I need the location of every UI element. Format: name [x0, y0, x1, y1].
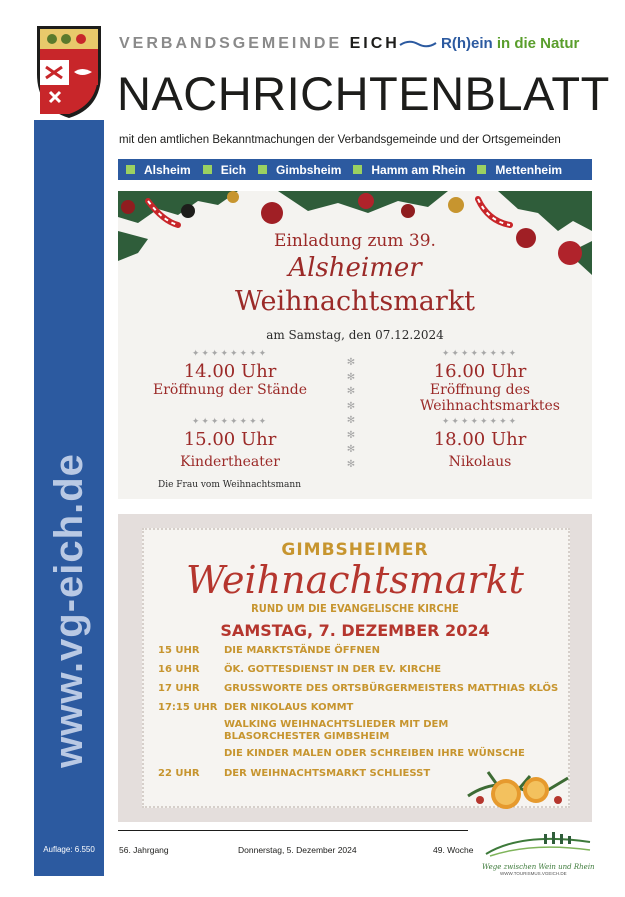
schedule-row [158, 702, 353, 713]
nav-item-gimbsheim[interactable] [258, 163, 341, 177]
schedule-text: DER NIKOLAUS KOMMT [224, 702, 354, 713]
logo-url: WWW.TOURISMUS.VGEICH.DE [500, 871, 567, 876]
gimbsheim-event-title: Weihnachtsmarkt [186, 558, 524, 602]
schedule-time: 17:15 UHR [158, 702, 218, 713]
gimbsheim-location: RUND UM DIE EVANGELISCHE KIRCHE [251, 602, 459, 615]
slogan-rest: in die Natur [496, 35, 580, 52]
jahrgang: 56. Jahrgang [119, 845, 169, 855]
gimbsheim-poster [118, 514, 592, 822]
gimbsheim-date: SAMSTAG, 7. DEZEMBER 2024 [220, 621, 490, 640]
schedule-row [158, 683, 558, 694]
slogan [441, 35, 579, 52]
square-bullet-icon [477, 165, 486, 174]
alsheim-event-1 [130, 349, 330, 398]
event-time: 14.00 Uhr [183, 361, 277, 382]
schedule-row [158, 664, 441, 675]
wave-icon [399, 38, 437, 50]
schedule-row [158, 645, 380, 656]
nav-label: Hamm am Rhein [371, 162, 466, 177]
event-time: 15.00 Uhr [183, 429, 277, 450]
alsheim-name: Alsheimer [288, 253, 422, 283]
square-bullet-icon [258, 165, 267, 174]
coat-of-arms-icon [34, 22, 104, 120]
schedule-text: DIE MARKTSTÄNDE ÖFFNEN [224, 645, 380, 656]
municipality-bar [118, 159, 592, 180]
star-divider-icon: ✦✦✦✦✦✦✦✦ [191, 349, 269, 359]
schedule-text: GRUSSWORTE DES ORTSBÜRGERMEISTERS MATTHIAS KLÖS [224, 683, 559, 694]
alsheim-event-4 [380, 417, 580, 470]
schedule-text: DIE KINDER MALEN ODER SCHREIBEN IHRE WÜNSCHE [224, 748, 525, 759]
alsheim-date: am Samstag, den 07.12.2024 [266, 328, 444, 342]
slogan-main: R(h)ein [441, 35, 493, 52]
schedule-time: 16 UHR [158, 664, 200, 675]
nav-item-alsheim[interactable] [126, 163, 191, 177]
schedule-time: 15 UHR [158, 645, 200, 656]
alsheim-credit: Die Frau vom Weihnachtsmann [158, 480, 301, 490]
event-desc: Eröffnung der Stände [153, 382, 307, 398]
snowflake-divider-icon: ✻ ✻ ✻ ✻ ✻ ✻ ✻ ✻ [346, 357, 356, 470]
schedule-text: ÖK. GOTTESDIENST IN DER EV. KIRCHE [224, 664, 442, 675]
schedule-text: BLASORCHESTER GIMBSHEIM [224, 731, 390, 742]
star-divider-icon: ✦✦✦✦✦✦✦✦ [191, 417, 269, 427]
issue-week: 49. Woche [433, 845, 474, 855]
masthead-subtitle: mit den amtlichen Bekanntmachungen der Verbandsgemeinde und der Ortsgemeinden [119, 134, 561, 146]
schedule-time: 17 UHR [158, 683, 200, 694]
nav-label: Eich [220, 162, 247, 177]
alsheim-poster [118, 191, 592, 499]
website-url[interactable] [34, 420, 104, 800]
alsheim-event-2 [380, 349, 580, 414]
square-bullet-icon [203, 165, 212, 174]
schedule-text: WALKING WEIHNACHTSLIEDER MIT DEM [224, 719, 449, 730]
gimbsheim-name: GIMBSHEIMER [281, 540, 429, 560]
nav-item-eich[interactable] [203, 163, 246, 177]
nav-label: Mettenheim [495, 162, 563, 177]
event-time: 16.00 Uhr [433, 361, 527, 382]
event-desc: Eröffnung des Weihnachtsmarktes [420, 382, 560, 414]
nav-item-mettenheim[interactable] [477, 163, 562, 177]
event-desc: Nikolaus [448, 454, 512, 470]
alsheim-invite-line: Einladung zum 39. [274, 231, 436, 251]
square-bullet-icon [126, 165, 135, 174]
star-divider-icon: ✦✦✦✦✦✦✦✦ [441, 417, 519, 427]
orange-slices-icon [458, 756, 578, 816]
nav-item-hamm-am-rhein[interactable] [353, 163, 465, 177]
star-divider-icon: ✦✦✦✦✦✦✦✦ [441, 349, 519, 359]
square-bullet-icon [353, 165, 362, 174]
nav-label: Alsheim [144, 162, 191, 177]
issue-date: Donnerstag, 5. Dezember 2024 [238, 845, 357, 855]
tourism-logo[interactable] [482, 828, 594, 878]
vg-prefix: VERBANDSGEMEINDE [119, 35, 343, 52]
vg-title [119, 35, 400, 53]
event-time: 18.00 Uhr [433, 429, 527, 450]
schedule-row [158, 768, 430, 779]
logo-text: Wege zwischen Wein und Rhein [482, 863, 595, 871]
alsheim-event-3 [130, 417, 330, 470]
masthead-title: NACHRICHTENBLATT [117, 67, 610, 120]
vg-name: EICH [349, 35, 400, 52]
schedule-time: 22 UHR [158, 768, 200, 779]
circulation: Auflage: 6.550 [43, 845, 95, 854]
website-url-text[interactable]: www.vg-eich.de [46, 452, 91, 768]
landscape-logo-icon [482, 828, 594, 858]
nav-label: Gimbsheim [276, 162, 342, 177]
event-desc: Kindertheater [180, 454, 280, 470]
alsheim-event-title: Weihnachtsmarkt [234, 286, 476, 317]
footer-divider [118, 830, 468, 831]
schedule-text: DER WEIHNACHTSMARKT SCHLIESST [224, 768, 431, 779]
